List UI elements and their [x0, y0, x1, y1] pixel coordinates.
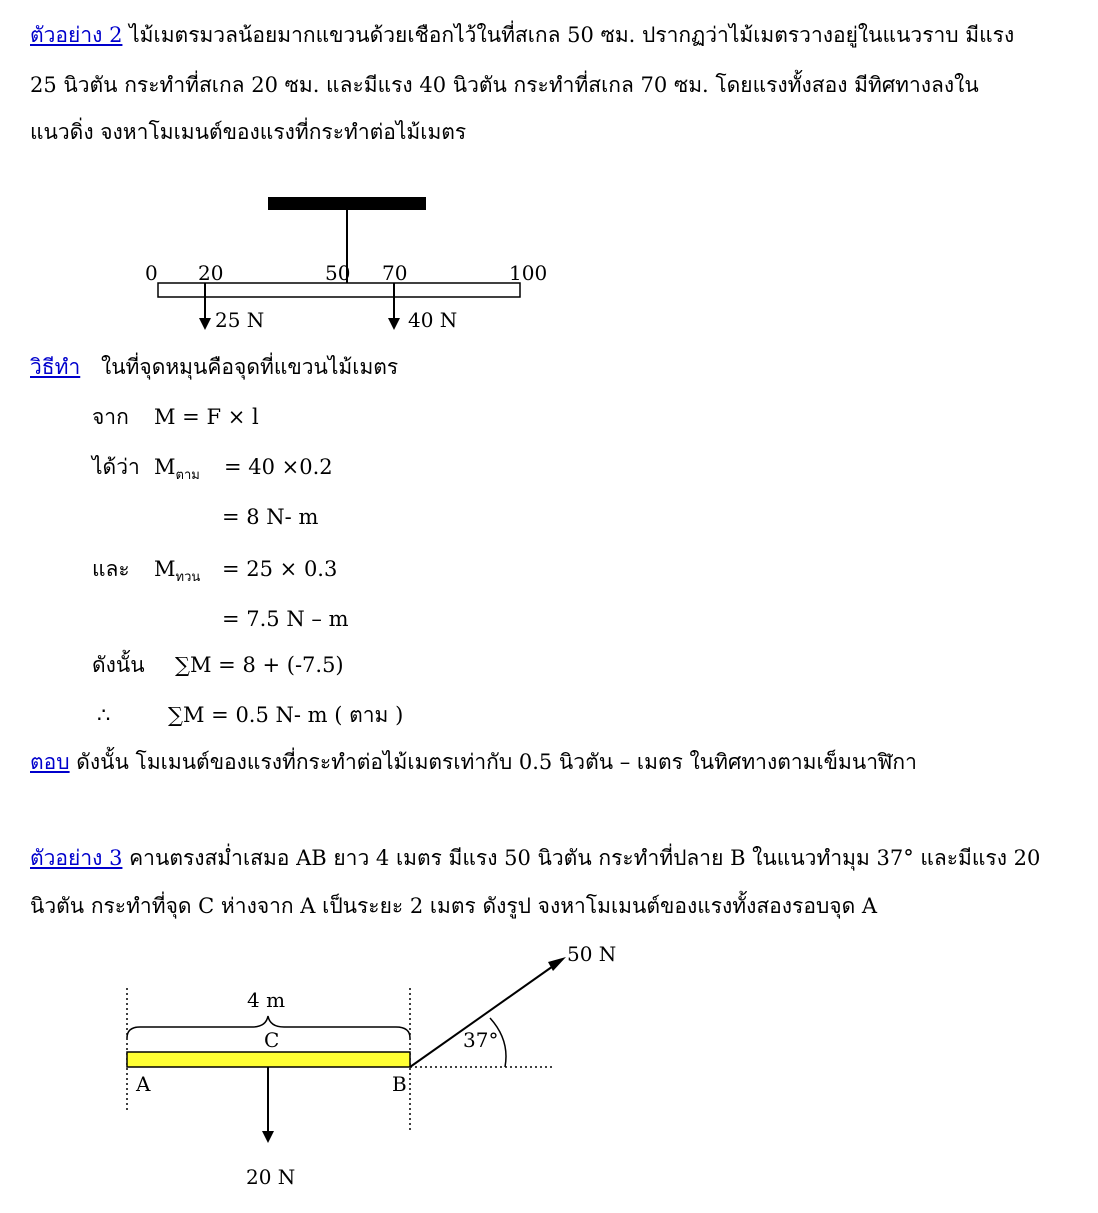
eq7: ∑M = 0.5 N- m ( ตาม ) — [168, 703, 404, 727]
ceiling-bar — [268, 197, 426, 210]
eq4-prefix: และ — [92, 557, 130, 581]
point-b-label: B — [392, 1072, 407, 1096]
scale-label-70: 70 — [382, 261, 408, 285]
answer-text: ดังนั้น โมเมนต์ของแรงที่กระทำต่อไม้เมตรเท่ากับ 0.5 นิวตัน – เมตร ในทิศทางตามเข็มนาฬิกา — [76, 750, 917, 774]
force-label-20n: 20 N — [246, 1165, 296, 1189]
force-arrow-25n-head — [199, 318, 211, 330]
eq2-prefix: ได้ว่า — [92, 455, 140, 479]
eq1: M = F × l — [154, 405, 259, 429]
point-c-label: C — [264, 1028, 280, 1052]
method-label[interactable]: วิธีทำ — [30, 355, 81, 379]
eq2-sub: ตาม — [175, 468, 200, 484]
angle-label: 37° — [463, 1028, 499, 1052]
eq6-prefix: ดังนั้น — [92, 653, 145, 677]
force-label-25n: 25 N — [215, 308, 265, 332]
eq7-prefix: ∴ — [97, 703, 111, 727]
beam — [127, 1052, 410, 1067]
eq2-m: M — [154, 455, 176, 479]
force-arrow-20n-head — [262, 1131, 274, 1143]
eq4-lhs — [154, 554, 200, 593]
eq6: ∑M = 8 + (-7.5) — [175, 653, 344, 677]
method-line — [30, 352, 398, 382]
force-label-40n: 40 N — [408, 308, 458, 332]
example2-heading[interactable]: ตัวอย่าง 2 — [30, 23, 123, 47]
scale-label-0: 0 — [145, 261, 158, 285]
eq4-m: M — [154, 557, 176, 581]
eq2-lhs — [154, 452, 200, 491]
scale-label-50: 50 — [325, 261, 351, 285]
example3-line1-text: คานตรงสม่ำเสมอ AB ยาว 4 เมตร มีแรง 50 นิวตัน กระทำที่ปลาย B ในแนวทำมุม 37° และมีแรง 20 — [129, 846, 1041, 870]
answer-line — [30, 747, 917, 777]
answer-label[interactable]: ตอบ — [30, 750, 70, 774]
length-label: 4 m — [247, 988, 286, 1012]
scale-label-20: 20 — [198, 261, 224, 285]
eq5: = 7.5 N – m — [222, 607, 349, 631]
example2-line2: 25 นิวตัน กระทำที่สเกล 20 ซม. และมีแรง 40 นิวตัน กระทำที่สเกล 70 ซม. โดยแรงทั้งสอง มีทิศทางลงใน — [30, 73, 979, 97]
force-label-50n: 50 N — [567, 942, 617, 966]
eq4-rhs: = 25 × 0.3 — [222, 557, 338, 581]
eq1-prefix: จาก — [92, 405, 129, 429]
example2-line1-text: ไม้เมตรมวลน้อยมากแขวนด้วยเชือกไว้ในที่สเกล 50 ซม. ปรากฏว่าไม้เมตรวางอยู่ในแนวราบ มีแรง — [129, 23, 1015, 47]
meter-stick — [158, 283, 520, 297]
eq2-rhs: = 40 ×0.2 — [224, 455, 333, 479]
meter-stick-diagram — [0, 0, 1098, 340]
eq4-sub: ทวน — [175, 570, 201, 586]
example2-line3: แนวดิ่ง จงหาโมเมนต์ของแรงที่กระทำต่อไม้เมตร — [30, 120, 467, 144]
eq3: = 8 N- m — [222, 505, 319, 529]
scale-label-100: 100 — [509, 261, 548, 285]
beam-diagram — [0, 930, 1098, 1213]
example3-line1 — [30, 843, 1040, 873]
example3-line2: นิวตัน กระทำที่จุด C ห่างจาก A เป็นระยะ 2 เมตร ดังรูป จงหาโมเมนต์ของแรงทั้งสองรอบจุด A — [30, 894, 878, 918]
example3-heading[interactable]: ตัวอย่าง 3 — [30, 846, 123, 870]
point-a-label: A — [136, 1072, 151, 1096]
method-text: ในที่จุดหมุนคือจุดที่แขวนไม้เมตร — [100, 355, 399, 379]
force-arrow-40n-head — [388, 318, 400, 330]
